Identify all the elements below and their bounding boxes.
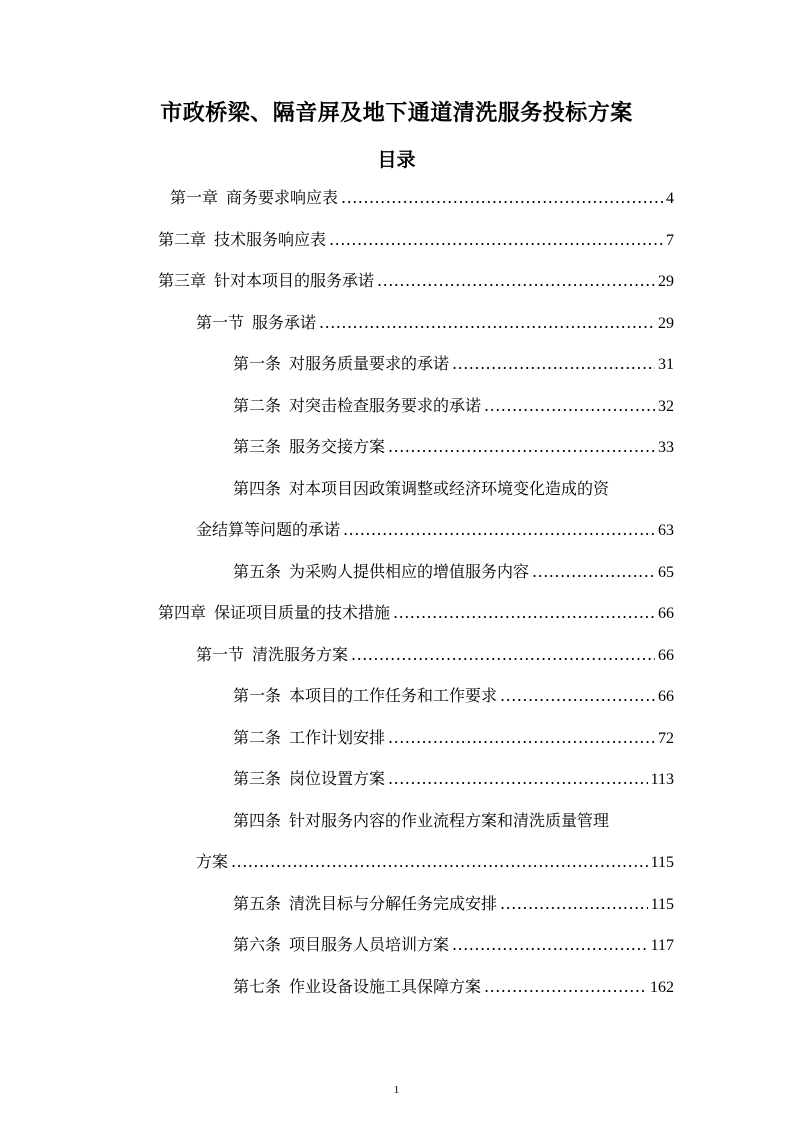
toc-leader-dots bbox=[231, 852, 648, 872]
toc-entry-page: 66 bbox=[658, 647, 674, 664]
toc-leader-dots bbox=[341, 188, 663, 208]
toc-entry-page: 66 bbox=[658, 688, 674, 705]
toc-entry[interactable] bbox=[233, 396, 674, 417]
toc-entry-page: 29 bbox=[658, 315, 674, 332]
toc-entry-page: 31 bbox=[658, 356, 674, 373]
toc-entry-label: 本项目的工作任务和工作要求 bbox=[289, 686, 498, 705]
toc-entry[interactable] bbox=[158, 271, 674, 292]
toc-entry-prefix: 第二章 bbox=[158, 230, 207, 249]
toc-entry-label: 岗位设置方案 bbox=[289, 769, 386, 788]
toc-entry-prefix: 第四条 bbox=[233, 811, 282, 830]
toc-entry[interactable] bbox=[196, 313, 674, 334]
toc-entry-page: 65 bbox=[658, 564, 674, 581]
toc-entry-page: 117 bbox=[650, 937, 674, 954]
toc-entry[interactable] bbox=[158, 230, 674, 251]
toc-entry-label: 清洗目标与分解任务完成安排 bbox=[289, 894, 498, 913]
toc-entry-prefix: 第六条 bbox=[233, 935, 282, 954]
toc-leader-dots bbox=[377, 271, 655, 291]
toc-leader-dots bbox=[393, 603, 655, 623]
toc-entry-continuation[interactable] bbox=[196, 520, 674, 541]
toc-entry-label: 项目服务人员培训方案 bbox=[289, 935, 450, 954]
toc-entry[interactable] bbox=[233, 354, 674, 375]
toc-entry-label: 技术服务响应表 bbox=[214, 230, 327, 249]
toc-entry[interactable] bbox=[233, 977, 674, 998]
footer-page-number: 1 bbox=[393, 1084, 400, 1096]
toc-leader-dots bbox=[484, 977, 647, 997]
toc-entry[interactable] bbox=[233, 686, 674, 707]
toc-entry[interactable] bbox=[233, 769, 674, 790]
toc-leader-dots bbox=[452, 935, 648, 955]
toc-entry-prefix: 第四条 bbox=[233, 479, 282, 498]
toc-entry[interactable] bbox=[233, 437, 674, 458]
toc-heading: 目录 bbox=[377, 149, 416, 171]
toc-leader-dots bbox=[388, 728, 655, 748]
toc-entry-label: 清洗服务方案 bbox=[252, 645, 349, 664]
toc-entry-label: 服务承诺 bbox=[252, 313, 317, 332]
toc-entry-page: 115 bbox=[650, 854, 674, 871]
toc-entry-prefix: 第一条 bbox=[233, 354, 282, 373]
toc-entry-prefix: 第七条 bbox=[233, 977, 282, 996]
toc-entry-page: 7 bbox=[666, 232, 674, 249]
toc-entry-label: 商务要求响应表 bbox=[226, 188, 339, 207]
toc-entry-page: 29 bbox=[658, 273, 674, 290]
toc-entry-label: 方案 bbox=[196, 852, 229, 871]
toc-entry-prefix: 第三条 bbox=[233, 769, 282, 788]
toc-entry-page: 32 bbox=[658, 398, 674, 415]
toc-entry[interactable] bbox=[170, 188, 674, 209]
toc-leader-dots bbox=[388, 769, 648, 789]
toc-leader-dots bbox=[343, 520, 655, 540]
toc-entry-page: 162 bbox=[650, 979, 674, 996]
toc-leader-dots bbox=[351, 645, 655, 665]
toc-entry-page: 72 bbox=[658, 730, 674, 747]
toc-entry-page: 113 bbox=[650, 771, 674, 788]
toc-entry-label: 针对服务内容的作业流程方案和清洗质量管理 bbox=[289, 811, 610, 830]
toc-entry-prefix: 第五条 bbox=[233, 562, 282, 581]
toc-entry-prefix: 第三条 bbox=[233, 437, 282, 456]
toc-leader-dots bbox=[484, 396, 655, 416]
toc-entry-prefix: 第三章 bbox=[158, 271, 207, 290]
toc-entry-label: 对本项目因政策调整或经济环境变化造成的资 bbox=[289, 479, 610, 498]
toc-leader-dots bbox=[452, 354, 655, 374]
toc-entry-label: 针对本项目的服务承诺 bbox=[214, 271, 375, 290]
toc-leader-dots bbox=[500, 894, 648, 914]
toc-entry-prefix: 第一章 bbox=[170, 188, 219, 207]
toc-entry-label: 对服务质量要求的承诺 bbox=[289, 354, 450, 373]
toc-entry[interactable] bbox=[233, 728, 674, 749]
toc-entry-page: 4 bbox=[666, 190, 674, 207]
toc-entry-label: 作业设备设施工具保障方案 bbox=[289, 977, 482, 996]
toc-entry[interactable] bbox=[158, 603, 674, 624]
toc-entry-continuation[interactable] bbox=[196, 852, 674, 873]
toc-entry-prefix: 第一节 bbox=[196, 645, 245, 664]
toc-entry[interactable] bbox=[233, 479, 674, 499]
toc-leader-dots bbox=[329, 230, 663, 250]
toc-entry-prefix: 第一节 bbox=[196, 313, 245, 332]
toc-entry-label: 保证项目质量的技术措施 bbox=[214, 603, 391, 622]
toc-entry-page: 33 bbox=[658, 439, 674, 456]
toc-entry[interactable] bbox=[196, 645, 674, 666]
toc-entry[interactable] bbox=[233, 935, 674, 956]
toc-entry-prefix: 第一条 bbox=[233, 686, 282, 705]
toc-entry[interactable] bbox=[233, 894, 674, 915]
toc-entry-label: 工作计划安排 bbox=[289, 728, 386, 747]
document-title: 市政桥梁、隔音屏及地下通道清洗服务投标方案 bbox=[160, 101, 633, 126]
toc-entry-prefix: 第二条 bbox=[233, 728, 282, 747]
toc-entry-label: 为采购人提供相应的增值服务内容 bbox=[289, 562, 530, 581]
toc-leader-dots bbox=[388, 437, 655, 457]
toc-leader-dots bbox=[319, 313, 655, 333]
toc-leader-dots bbox=[532, 562, 655, 582]
toc-entry-label: 金结算等问题的承诺 bbox=[196, 520, 341, 539]
toc-entry-page: 63 bbox=[658, 522, 674, 539]
toc-entry-page: 66 bbox=[658, 605, 674, 622]
toc-entry[interactable] bbox=[233, 811, 674, 831]
toc-entry-label: 服务交接方案 bbox=[289, 437, 386, 456]
toc-entry-page: 115 bbox=[650, 896, 674, 913]
toc-entry-label: 对突击检查服务要求的承诺 bbox=[289, 396, 482, 415]
toc-entry-prefix: 第二条 bbox=[233, 396, 282, 415]
toc-entry-prefix: 第四章 bbox=[158, 603, 207, 622]
toc-entry[interactable] bbox=[233, 562, 674, 583]
toc-entry-prefix: 第五条 bbox=[233, 894, 282, 913]
toc-leader-dots bbox=[500, 686, 655, 706]
